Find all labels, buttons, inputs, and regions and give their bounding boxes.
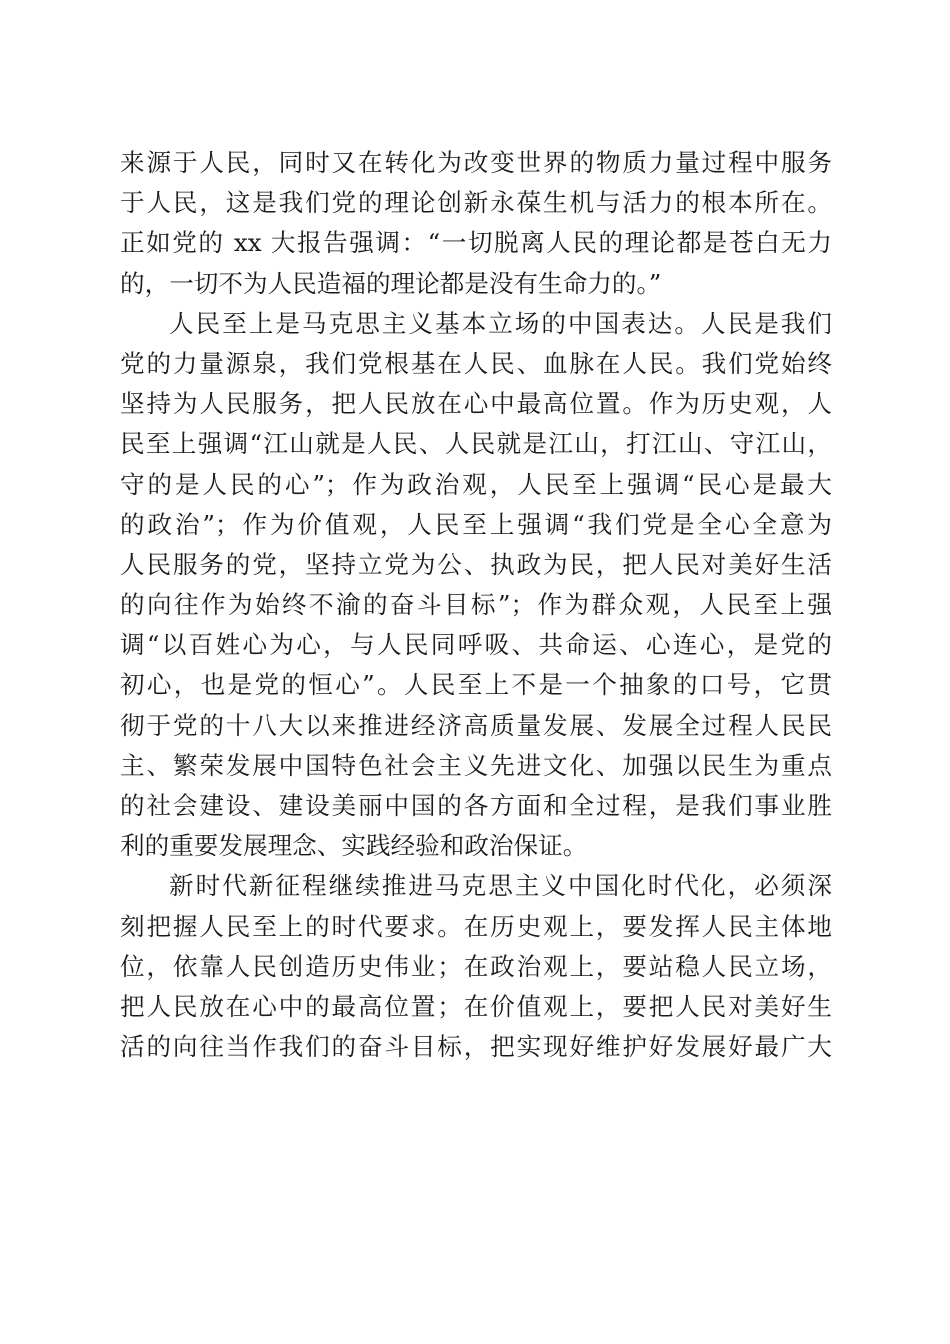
text-line: 正如党的 xx 大报告强调：“一切脱离人民的理论都是苍白无力 xyxy=(120,228,832,258)
text-line: 人民服务的党，坚持立党为公、执政为民，把人民对美好生活 xyxy=(120,549,832,579)
text-line: 于人民，这是我们党的理论创新永葆生机与活力的根本所在。 xyxy=(120,188,832,218)
text-line: 主、繁荣发展中国特色社会主义先进文化、加强以民生为重点 xyxy=(120,750,832,780)
paragraph-first-line: 人民至上是马克思主义基本立场的中国表达。人民是我们 xyxy=(169,308,832,338)
text-line: 利的重要发展理念、实践经验和政治保证。 xyxy=(120,831,588,861)
text-line: 守的是人民的心”；作为政治观，人民至上强调“民心是最大 xyxy=(120,469,832,499)
text-line: 活的向往当作我们的奋斗目标，把实现好维护好发展好最广大 xyxy=(120,1032,832,1062)
text-line: 调“以百姓心为心，与人民同呼吸、共命运、心连心，是党的 xyxy=(120,630,832,660)
text-line: 的，一切不为人民造福的理论都是没有生命力的。” xyxy=(120,268,662,298)
paragraph-first-line: 新时代新征程继续推进马克思主义中国化时代化，必须深 xyxy=(169,871,832,901)
text-line: 坚持为人民服务，把人民放在心中最高位置。作为历史观，人 xyxy=(120,389,832,419)
text-line: 的政治”；作为价值观，人民至上强调“我们党是全心全意为 xyxy=(120,509,832,539)
text-line: 的向往作为始终不渝的奋斗目标”；作为群众观，人民至上强 xyxy=(120,590,832,620)
text-line: 位，依靠人民创造历史伟业；在政治观上，要站稳人民立场， xyxy=(120,951,832,981)
text-line: 来源于人民，同时又在转化为改变世界的物质力量过程中服务 xyxy=(120,148,832,177)
body-text xyxy=(120,143,832,1067)
text-line: 的社会建设、建设美丽中国的各方面和全过程，是我们事业胜 xyxy=(120,791,832,820)
text-line: 初心，也是党的恒心”。人民至上不是一个抽象的口号，它贯 xyxy=(120,670,832,700)
text-line: 党的力量源泉，我们党根基在人民、血脉在人民。我们党始终 xyxy=(120,348,832,378)
text-line: 彻于党的十八大以来推进经济高质量发展、发展全过程人民民 xyxy=(120,710,832,740)
text-line: 刻把握人民至上的时代要求。在历史观上，要发挥人民主体地 xyxy=(120,911,832,941)
text-line: 把人民放在心中的最高位置；在价值观上，要把人民对美好生 xyxy=(120,991,832,1021)
text-line: 民至上强调“江山就是人民、人民就是江山，打江山、守江山， xyxy=(120,429,832,459)
